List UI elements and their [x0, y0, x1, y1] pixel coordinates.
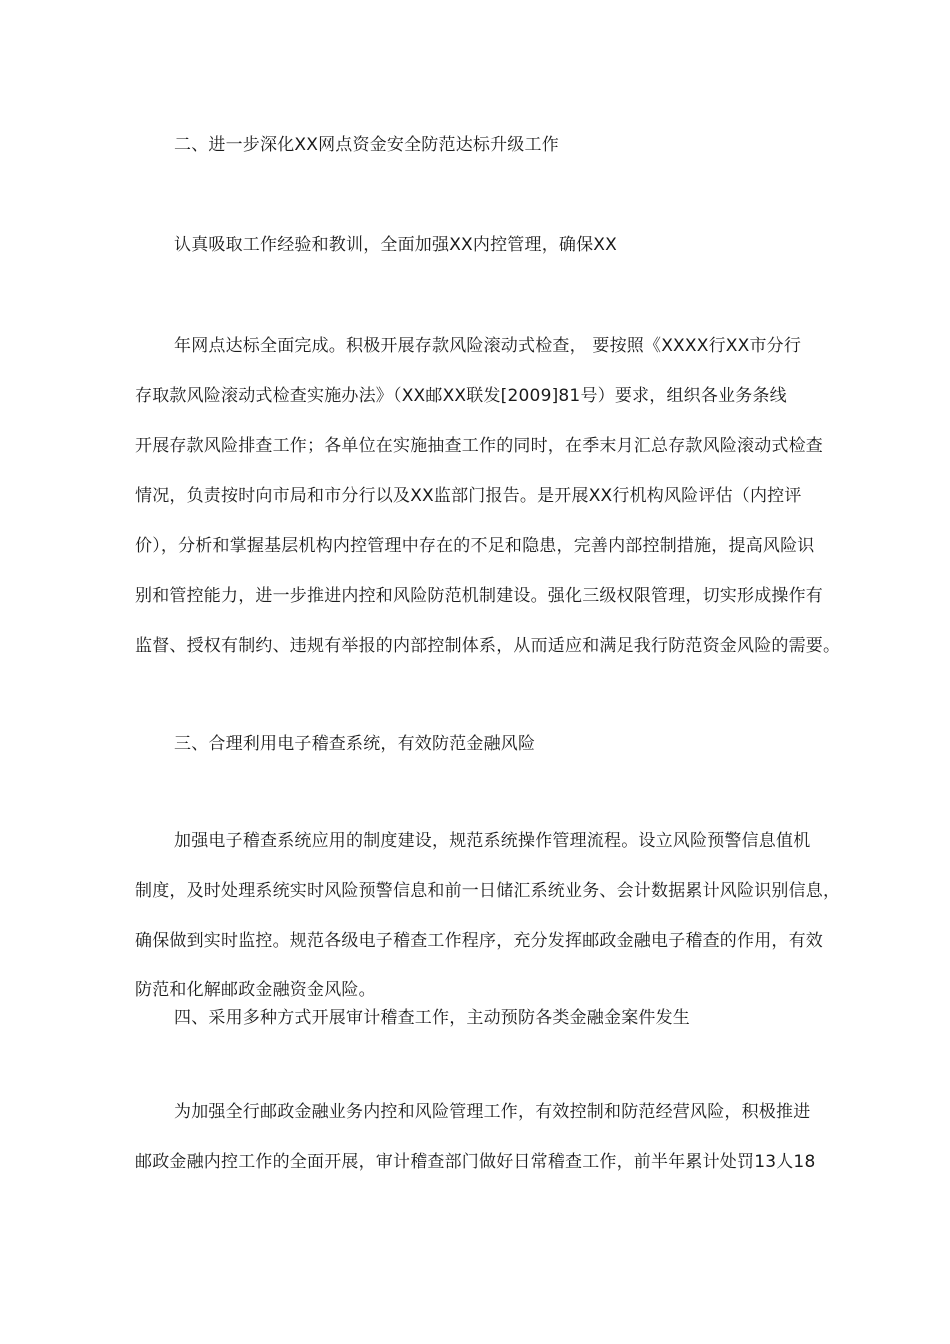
paragraph-line: 制度，及时处理系统实时风险预警信息和前一日储汇系统业务、会计数据累计风险识别信息， [135, 881, 841, 901]
paragraph-line: 别和管控能力，进一步推进内控和风险防范机制建设。强化三级权限管理，切实形成操作有 [135, 586, 823, 606]
paragraph-line: 认真吸取工作经验和教训，全面加强XX内控管理，确保XX [174, 235, 617, 255]
paragraph-line: 为加强全行邮政金融业务内控和风险管理工作，有效控制和防范经营风险，积极推进 [174, 1102, 811, 1122]
section-heading-2: 二、进一步深化XX网点资金安全防范达标升级工作 [174, 135, 559, 155]
paragraph-line: 加强电子稽查系统应用的制度建设，规范系统操作管理流程。设立风险预警信息值机 [174, 831, 811, 851]
paragraph-line: 监督、授权有制约、违规有举报的内部控制体系，从而适应和满足我行防范资金风险的需要。 [135, 636, 841, 656]
paragraph-line: 邮政金融内控工作的全面开展，审计稽查部门做好日常稽查工作，前半年累计处罚13人18 [135, 1152, 816, 1172]
paragraph-line: 防范和化解邮政金融资金风险。 [135, 980, 376, 1000]
section-heading-4: 四、采用多种方式开展审计稽查工作，主动预防各类金融金案件发生 [174, 1008, 690, 1028]
paragraph-line: 年网点达标全面完成。积极开展存款风险滚动式检查， 要按照《XXXX行XX市分行 [174, 336, 802, 356]
paragraph-line: 价），分析和掌握基层机构内控管理中存在的不足和隐患，完善内部控制措施，提高风险识 [135, 536, 815, 556]
paragraph-line: 开展存款风险排查工作；各单位在实施抽查工作的同时，在季末月汇总存款风险滚动式检查 [135, 436, 823, 456]
section-heading-3: 三、合理利用电子稽查系统，有效防范金融风险 [174, 734, 536, 754]
paragraph-line: 存取款风险滚动式检查实施办法》（XX邮XX联发[2009]81号）要求，组织各业务条线 [135, 386, 787, 406]
paragraph-line: 情况，负责按时向市局和市分行以及XX监部门报告。是开展XX行机构风险评估（内控评 [135, 486, 802, 506]
paragraph-line: 确保做到实时监控。规范各级电子稽查工作程序，充分发挥邮政金融电子稽查的作用，有效 [135, 931, 823, 951]
